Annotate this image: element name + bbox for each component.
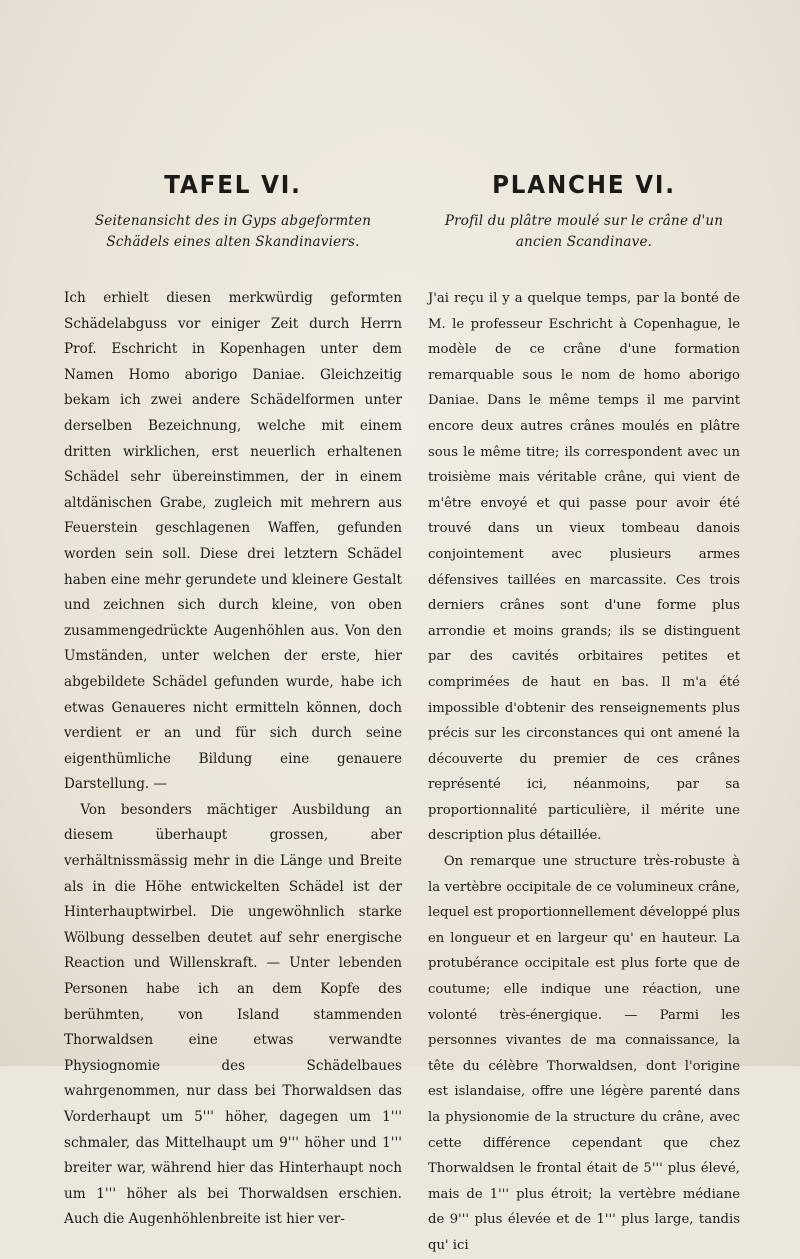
- german-column: [64, 170, 402, 1233]
- plate-heading-german: TAFEL VI.: [164, 170, 302, 199]
- french-paragraph-2: On remarque une structure très-robuste à la vertèbre occipitale de ce volumineux crâne, lequel est proportionnellement développé plus en longueur et en largeur qu' en hauteur. La protubérance occipitale est plus forte que de coutume; elle indique une réaction, une volonté très-énergique. — Parmi les personnes vivantes de ma connaissance, la tête du célèbre Thorwaldsen, dont l'origine est islandaise, offre une légère parenté dans la physionomie de la structure du crâne, avec cette différence cependant que chez Thorwaldsen le frontal était de 5''' plus élevé, mais de 1''' plus étroit; la vertèbre médiane de 9''' plus élevée et de 1''' plus large, tandis qu' ici: [428, 854, 740, 1253]
- plate-heading-french: PLANCHE VI.: [492, 170, 676, 199]
- german-paragraph-1: Ich erhielt diesen merkwürdig geformten Schädelabguss vor einiger Zeit durch Herrn Prof. Eschricht in Kopenhagen unter dem Namen Homo aborigo Daniae. Gleichzeitig bekam ich zwei andere Schädelformen unter derselben Bezeichnung, welche mit einem dritten wirklichen, erst neuerlich erhaltenen Schädel sehr übereinstimmen, der in einem altdänischen Grabe, zugleich mit mehrern aus Feuerstein geschlagenen Waffen, gefunden worden sein soll. Diese drei letztern Schädel haben eine mehr gerundete und kleinere Gestalt und zeichnen sich durch kleine, von oben zusammengedrückte Augenhöhlen aus. Von den Umständen, unter welchen der erste, hier abgebildete Schädel gefunden wurde, habe ich etwas Genaueres nicht ermitteln können, doch verdient er an und für sich durch seine eigenthümliche Bildung eine genauere Darstellung. —: [64, 290, 402, 793]
- plate-subtitle-french: Profil du plâtre moulé sur le crâne d'un ancien Scandinave.: [444, 213, 724, 250]
- french-body: [428, 286, 740, 1259]
- plate-subtitle-german: Seitenansicht des in Gyps abgeformten Schädels eines alten Skandinaviers.: [94, 213, 372, 250]
- german-body: [64, 286, 402, 1233]
- french-paragraph-1: J'ai reçu il y a quelque temps, par la bonté de M. le professeur Eschricht à Copenhague, le modèle de ce crâne d'une formation remarquable sous le nom de homo aborigo Daniae. Dans le même temps il me parvint encore deux autres crânes moulés en plâtre sous le même titre; ils correspondent avec un troisième mais véritable crâne, qui vient de m'être envoyé et qui passe pour avoir été trouvé dans un vieux tombeau danois conjointement avec plusieurs armes défensives taillées en marcassite. Ces trois derniers crânes sont d'une forme plus arrondie et moins grands; ils se distinguent par des cavités orbitaires petites et comprimées de haut en bas. Il m'a été impossible d'obtenir des renseignements plus précis sur les circonstances qui ont amené la découverte du premier de ces crânes représenté ici, néanmoins, par sa proportionnalité particulière, il mérite une description plus détaillée.: [428, 291, 740, 844]
- french-column: [428, 170, 740, 1259]
- german-paragraph-2: Von besonders mächtiger Ausbildung an diesem überhaupt grossen, aber verhältnissmässig mehr in die Länge und Breite als in die Höhe entwickelten Schädel ist der Hinterhauptwirbel. Die ungewöhnlich starke Wölbung desselben deutet auf sehr energische Reaction und Willenskraft. — Unter lebenden Personen habe ich an dem Kopfe des berühmten, von Island stammenden Thorwaldsen eine etwas verwandte Physiognomie des Schädelbaues wahrgenommen, nur dass bei Thorwaldsen das Vorderhaupt um 5''' höher, dagegen um 1''' schmaler, das Mittelhaupt um 9''' höher und 1''' breiter war, während hier das Hinterhaupt noch um 1''' höher als bei Thorwaldsen erschien. Auch die Augenhöhlenbreite ist hier ver-: [64, 801, 402, 1228]
